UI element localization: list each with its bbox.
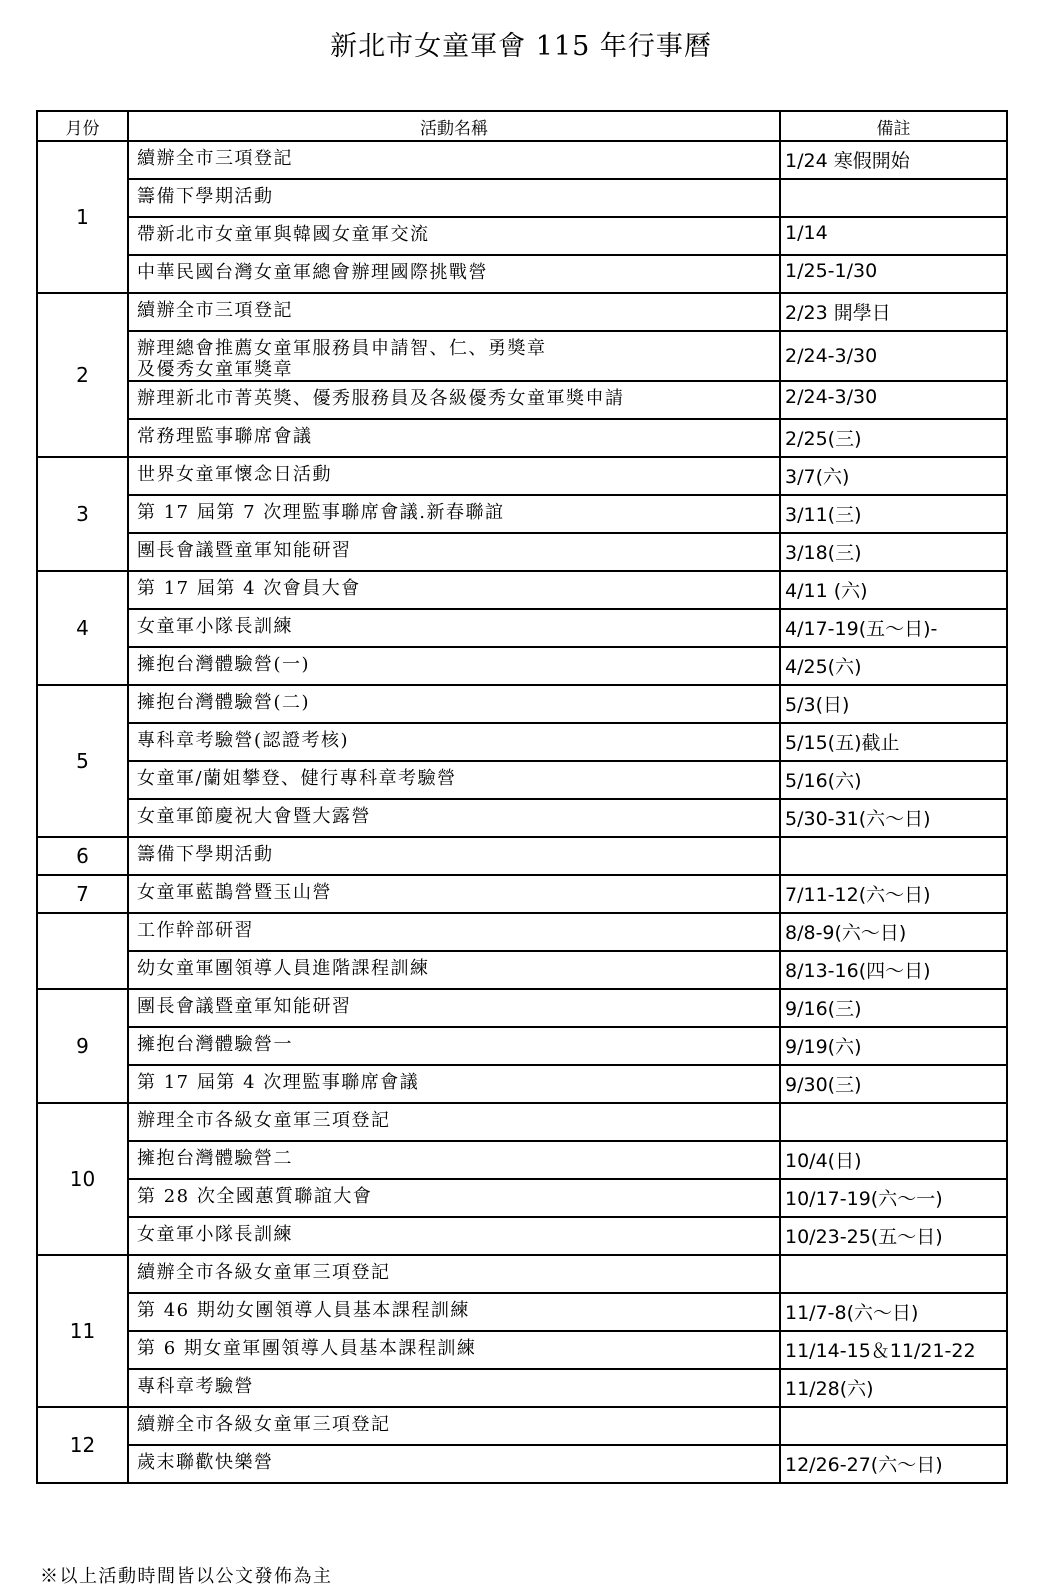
note-cell: 9/16(三) — [780, 989, 1007, 1027]
activity-text: 歲末聯歡快樂營 — [137, 1452, 274, 1473]
activity-cell — [128, 723, 780, 761]
table-row — [37, 951, 1007, 989]
activity-text: 續辦全市各級女童軍三項登記 — [137, 1262, 391, 1283]
note-cell — [780, 1103, 1007, 1141]
activity-cell — [128, 761, 780, 799]
activity-text: 女童軍小隊長訓練 — [137, 616, 293, 637]
activity-text: 第 17 屆第 4 次理監事聯席會議 — [137, 1072, 420, 1093]
note-cell: 2/25(三) — [780, 419, 1007, 457]
activity-cell — [128, 1179, 780, 1217]
note-cell: 8/8-9(六～日) — [780, 913, 1007, 951]
table-row — [37, 495, 1007, 533]
header-note: 備註 — [780, 111, 1007, 141]
note-cell: 12/26-27(六～日) — [780, 1445, 1007, 1483]
activity-text: 辦理新北市菁英獎、優秀服務員及各級優秀女童軍獎申請 — [137, 388, 625, 409]
month-cell: 1 — [37, 141, 128, 293]
activity-cell — [128, 799, 780, 837]
table-row — [37, 761, 1007, 799]
note-cell: 10/23-25(五～日) — [780, 1217, 1007, 1255]
table-row — [37, 1445, 1007, 1483]
activity-text: 專科章考驗營(認證考核) — [137, 730, 350, 751]
activity-cell — [128, 1217, 780, 1255]
note-cell: 7/11-12(六～日) — [780, 875, 1007, 913]
table-row — [37, 141, 1007, 179]
table-row — [37, 685, 1007, 723]
activity-text-line2: 及優秀女童軍獎章 — [137, 359, 293, 380]
month-cell — [37, 913, 128, 989]
note-cell: 10/17-19(六～一) — [780, 1179, 1007, 1217]
table-row — [37, 255, 1007, 293]
table-row — [37, 331, 1007, 381]
table-row — [37, 419, 1007, 457]
activity-cell — [128, 951, 780, 989]
note-cell — [780, 837, 1007, 875]
activity-text: 工作幹部研習 — [137, 920, 254, 941]
table-row — [37, 1217, 1007, 1255]
month-cell: 12 — [37, 1407, 128, 1483]
schedule-table — [36, 110, 1008, 1484]
table-row — [37, 1293, 1007, 1331]
activity-text: 續辦全市三項登記 — [137, 300, 293, 321]
month-cell: 5 — [37, 685, 128, 837]
activity-text: 第 17 屆第 4 次會員大會 — [137, 578, 361, 599]
activity-cell — [128, 913, 780, 951]
table-row — [37, 989, 1007, 1027]
activity-text: 女童軍/蘭姐攀登、健行專科章考驗營 — [137, 768, 457, 789]
activity-cell — [128, 381, 780, 419]
activity-text: 辦理全市各級女童軍三項登記 — [137, 1110, 391, 1131]
activity-cell — [128, 1293, 780, 1331]
note-cell: 3/11(三) — [780, 495, 1007, 533]
activity-cell — [128, 1407, 780, 1445]
note-cell: 4/25(六) — [780, 647, 1007, 685]
activity-cell — [128, 1065, 780, 1103]
activity-cell — [128, 571, 780, 609]
month-cell: 6 — [37, 837, 128, 875]
activity-cell — [128, 217, 780, 255]
table-row — [37, 1179, 1007, 1217]
note-cell: 10/4(日) — [780, 1141, 1007, 1179]
activity-cell — [128, 1255, 780, 1293]
activity-text: 中華民國台灣女童軍總會辦理國際挑戰營 — [137, 262, 488, 283]
activity-cell — [128, 989, 780, 1027]
table-row — [37, 1369, 1007, 1407]
activity-cell — [128, 419, 780, 457]
activity-text: 擁抱台灣體驗營(二) — [137, 692, 311, 713]
activity-cell — [128, 293, 780, 331]
header-activity: 活動名稱 — [128, 111, 780, 141]
table-row — [37, 1027, 1007, 1065]
activity-cell — [128, 533, 780, 571]
activity-text: 擁抱台灣體驗營二 — [137, 1148, 293, 1169]
activity-text: 辦理總會推薦女童軍服務員申請智、仁、勇獎章 — [137, 338, 547, 359]
month-cell: 2 — [37, 293, 128, 457]
activity-cell — [128, 647, 780, 685]
activity-cell — [128, 837, 780, 875]
table-row — [37, 217, 1007, 255]
table-row — [37, 723, 1007, 761]
note-cell — [780, 1407, 1007, 1445]
activity-text: 第 28 次全國蕙質聯誼大會 — [137, 1186, 373, 1207]
activity-cell — [128, 1369, 780, 1407]
activity-text: 續辦全市三項登記 — [137, 148, 293, 169]
table-row — [37, 1407, 1007, 1445]
month-cell: 4 — [37, 571, 128, 685]
activity-text: 常務理監事聯席會議 — [137, 426, 313, 447]
activity-cell — [128, 609, 780, 647]
table-row — [37, 913, 1007, 951]
table-header-row — [37, 111, 1007, 141]
header-month: 月份 — [37, 111, 128, 141]
month-cell: 3 — [37, 457, 128, 571]
month-cell: 11 — [37, 1255, 128, 1407]
schedule-body — [37, 141, 1007, 1483]
note-cell: 2/24-3/30 — [780, 381, 1007, 419]
note-cell: 11/28(六) — [780, 1369, 1007, 1407]
activity-text: 第 6 期女童軍團領導人員基本課程訓練 — [137, 1338, 477, 1359]
activity-cell — [128, 255, 780, 293]
note-cell: 4/11 (六) — [780, 571, 1007, 609]
activity-cell — [128, 179, 780, 217]
table-row — [37, 875, 1007, 913]
footnote: ※以上活動時間皆以公文發佈為主 — [40, 1566, 333, 1587]
note-cell: 5/30-31(六～日) — [780, 799, 1007, 837]
note-cell: 8/13-16(四～日) — [780, 951, 1007, 989]
activity-cell — [128, 457, 780, 495]
note-cell: 11/14-15＆11/21-22 — [780, 1331, 1007, 1369]
note-cell: 5/15(五)截止 — [780, 723, 1007, 761]
table-row — [37, 799, 1007, 837]
note-cell: 9/30(三) — [780, 1065, 1007, 1103]
note-cell: 3/7(六) — [780, 457, 1007, 495]
activity-text: 籌備下學期活動 — [137, 186, 274, 207]
note-cell: 5/16(六) — [780, 761, 1007, 799]
note-cell: 1/24 寒假開始 — [780, 141, 1007, 179]
table-row — [37, 1331, 1007, 1369]
month-cell: 9 — [37, 989, 128, 1103]
activity-cell — [128, 141, 780, 179]
table-row — [37, 837, 1007, 875]
activity-cell — [128, 1141, 780, 1179]
activity-text: 團長會議暨童軍知能研習 — [137, 540, 352, 561]
activity-text: 女童軍小隊長訓練 — [137, 1224, 293, 1245]
activity-text: 第 46 期幼女團領導人員基本課程訓練 — [137, 1300, 470, 1321]
activity-text: 續辦全市各級女童軍三項登記 — [137, 1414, 391, 1435]
note-cell: 5/3(日) — [780, 685, 1007, 723]
table-row — [37, 1065, 1007, 1103]
activity-cell — [128, 875, 780, 913]
note-cell — [780, 179, 1007, 217]
activity-text: 女童軍藍鵲營暨玉山營 — [137, 882, 332, 903]
table-row — [37, 609, 1007, 647]
activity-text: 擁抱台灣體驗營(一) — [137, 654, 311, 675]
table-row — [37, 533, 1007, 571]
note-cell: 9/19(六) — [780, 1027, 1007, 1065]
month-cell: 7 — [37, 875, 128, 913]
activity-cell — [128, 1331, 780, 1369]
activity-text: 擁抱台灣體驗營一 — [137, 1034, 293, 1055]
table-row — [37, 647, 1007, 685]
table-row — [37, 457, 1007, 495]
activity-text: 專科章考驗營 — [137, 1376, 254, 1397]
note-cell: 4/17-19(五～日)- — [780, 609, 1007, 647]
activity-cell — [128, 1445, 780, 1483]
note-cell: 2/24-3/30 — [780, 331, 1007, 381]
activity-text: 團長會議暨童軍知能研習 — [137, 996, 352, 1017]
activity-text: 女童軍節慶祝大會暨大露營 — [137, 806, 371, 827]
table-row — [37, 1255, 1007, 1293]
activity-text: 幼女童軍團領導人員進階課程訓練 — [137, 958, 430, 979]
activity-cell — [128, 331, 780, 381]
activity-cell — [128, 1027, 780, 1065]
month-cell: 10 — [37, 1103, 128, 1255]
activity-text: 世界女童軍懷念日活動 — [137, 464, 332, 485]
activity-text: 帶新北市女童軍與韓國女童軍交流 — [137, 224, 430, 245]
table-row — [37, 293, 1007, 331]
table-row — [37, 179, 1007, 217]
table-row — [37, 1103, 1007, 1141]
table-row — [37, 1141, 1007, 1179]
note-cell: 1/14 — [780, 217, 1007, 255]
page-title: 新北市女童軍會 115 年行事曆 — [330, 31, 712, 62]
note-cell — [780, 1255, 1007, 1293]
activity-cell — [128, 495, 780, 533]
note-cell: 3/18(三) — [780, 533, 1007, 571]
activity-cell — [128, 1103, 780, 1141]
activity-text: 籌備下學期活動 — [137, 844, 274, 865]
note-cell: 1/25-1/30 — [780, 255, 1007, 293]
table-row — [37, 381, 1007, 419]
table-row — [37, 571, 1007, 609]
activity-text: 第 17 屆第 7 次理監事聯席會議.新春聯誼 — [137, 502, 505, 523]
note-cell: 11/7-8(六～日) — [780, 1293, 1007, 1331]
activity-cell — [128, 685, 780, 723]
note-cell: 2/23 開學日 — [780, 293, 1007, 331]
